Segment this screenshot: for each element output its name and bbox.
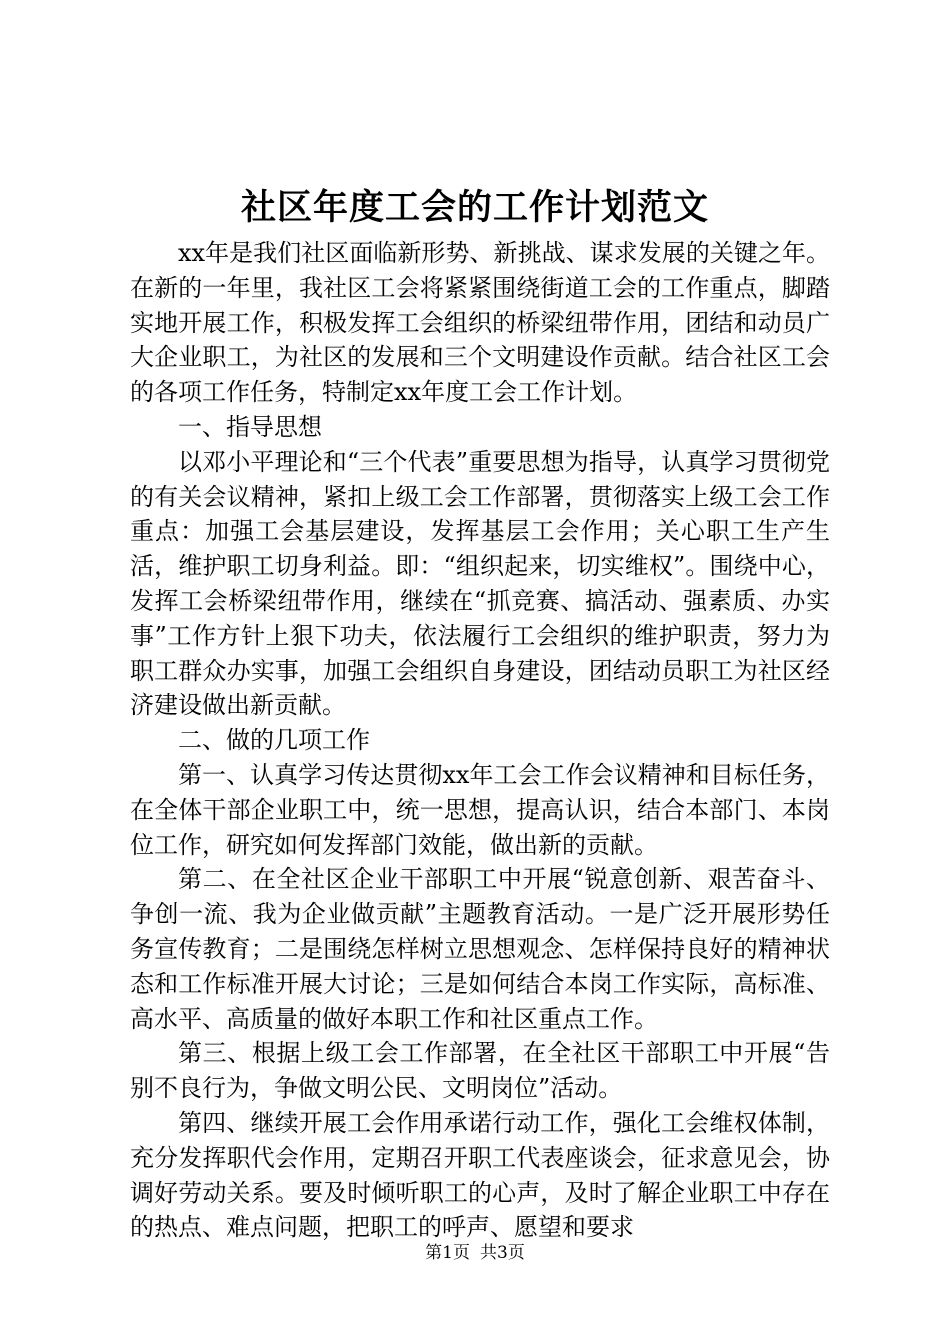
section-heading-guiding-ideology: 一、指导思想 — [178, 412, 322, 441]
paragraph-item-first: 第一、认真学习传达贯彻xx年工会工作会议精神和目标任务，在全体干部企业职工中，统一思想，提高认识，结合本部门、本岗位工作，研究如何发挥部门效能，做出新的贡献。 — [130, 760, 830, 859]
paragraph-item-third: 第三、根据上级工会工作部署，在全社区干部职工中开展“告别不良行为，争做文明公民、文明岗位”活动。 — [130, 1039, 830, 1103]
page-number: 第1页 — [425, 1243, 470, 1263]
page-count: 共3页 — [480, 1243, 525, 1263]
section-heading-work-items: 二、做的几项工作 — [178, 726, 370, 755]
document-title: 社区年度工会的工作计划范文 — [240, 187, 709, 228]
page-footer — [0, 1242, 950, 1264]
document-body — [130, 236, 830, 1245]
paragraph-intro: xx年是我们社区面临新形势、新挑战、谋求发展的关键之年。在新的一年里，我社区工会将紧紧围绕街道工会的工作重点，脚踏实地开展工作，积极发挥工会组织的桥梁纽带作用，团结和动员广大企业职工，为社区的发展和三个文明建设作贡献。结合社区工会的各项工作任务，特制定xx年度工会工作计划。 — [130, 239, 830, 407]
paragraph-item-second: 第二、在全社区企业干部职工中开展“锐意创新、艰苦奋斗、争创一流、我为企业做贡献”主题教育活动。一是广泛开展形势任务宣传教育；二是围绕怎样树立思想观念、怎样保持良好的精神状态和工作标准开展大讨论；三是如何结合本岗工作实际，高标准、高水平、高质量的做好本职工作和社区重点工作。 — [130, 865, 830, 1033]
paragraph-guiding-ideology: 以邓小平理论和“三个代表”重要思想为指导，认真学习贯彻党的有关会议精神，紧扣上级工会工作部署，贯彻落实上级工会工作重点：加强工会基层建设，发挥基层工会作用；关心职工生产生活，维护职工切身利益。即：“组织起来，切实维权”。围绕中心，发挥工会桥梁纽带作用，继续在“抓竞赛、搞活动、强素质、办实事”工作方针上狠下功夫，依法履行工会组织的维护职责，努力为职工群众办实事，加强工会组织自身建设，团结动员职工为社区经济建设做出新贡献。 — [130, 447, 830, 720]
paragraph-item-fourth: 第四、继续开展工会作用承诺行动工作，强化工会维权体制，充分发挥职代会作用，定期召开职工代表座谈会，征求意见会，协调好劳动关系。要及时倾听职工的心声，及时了解企业职工中存在的热点、难点问题，把职工的呼声、愿望和要求 — [130, 1108, 830, 1242]
